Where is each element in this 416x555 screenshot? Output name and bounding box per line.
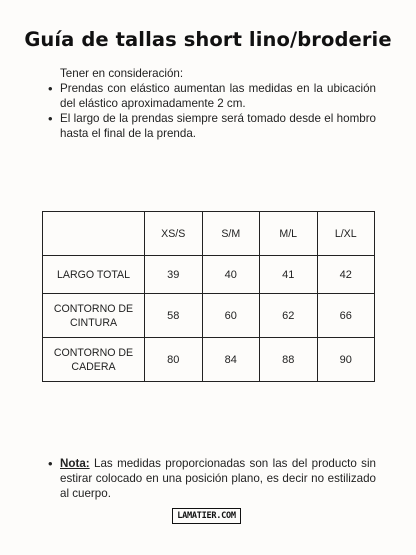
brand-logo: LAMATIER.COM xyxy=(172,508,241,524)
intro-bullet-elastic: • Prendas con elástico aumentan las medidas en la ubicación del elástico aproximadamente 2 cm. xyxy=(48,81,376,111)
table-cell: 39 xyxy=(145,256,203,294)
intro-bullet-length: • El largo de la prendas siempre será tomado desde el hombro hasta el final de la prenda. xyxy=(48,111,376,141)
table-cell: 62 xyxy=(260,294,318,338)
table-header-empty xyxy=(43,212,145,256)
table-cell: 90 xyxy=(317,338,375,382)
note-bullet-icon: • xyxy=(48,456,53,471)
table-header-m-l: M/L xyxy=(260,212,318,256)
table-row xyxy=(43,338,375,382)
table-cell: 58 xyxy=(145,294,203,338)
table-row xyxy=(43,294,375,338)
note-text: Las medidas proporcionadas son las del producto sin estirar colocado en una posición plano, es decir no estilizado al cuerpo. xyxy=(60,457,376,500)
row-label: CONTORNO DE CINTURA xyxy=(43,294,145,338)
note-text-block xyxy=(48,456,376,501)
intro-section xyxy=(48,66,376,141)
table-cell: 41 xyxy=(260,256,318,294)
table-row xyxy=(43,256,375,294)
table-cell: 66 xyxy=(317,294,375,338)
table-cell: 40 xyxy=(202,256,260,294)
table-cell: 84 xyxy=(202,338,260,382)
table-header-s-m: S/M xyxy=(202,212,260,256)
table-cell: 60 xyxy=(202,294,260,338)
size-table xyxy=(42,211,375,382)
row-label: CONTORNO DE CADERA xyxy=(43,338,145,382)
table-cell: 88 xyxy=(260,338,318,382)
row-label: LARGO TOTAL xyxy=(43,256,145,294)
note-label: Nota: xyxy=(60,457,90,470)
note-section xyxy=(48,456,376,501)
table-header-l-xl: L/XL xyxy=(317,212,375,256)
intro-lead: Tener en consideración: xyxy=(60,67,184,80)
table-cell: 42 xyxy=(317,256,375,294)
table-cell: 80 xyxy=(145,338,203,382)
table-header-xs-s: XS/S xyxy=(145,212,203,256)
page-title: Guía de tallas short lino/broderie xyxy=(24,28,392,51)
table-header-row xyxy=(43,212,375,256)
intro-list xyxy=(48,81,376,141)
